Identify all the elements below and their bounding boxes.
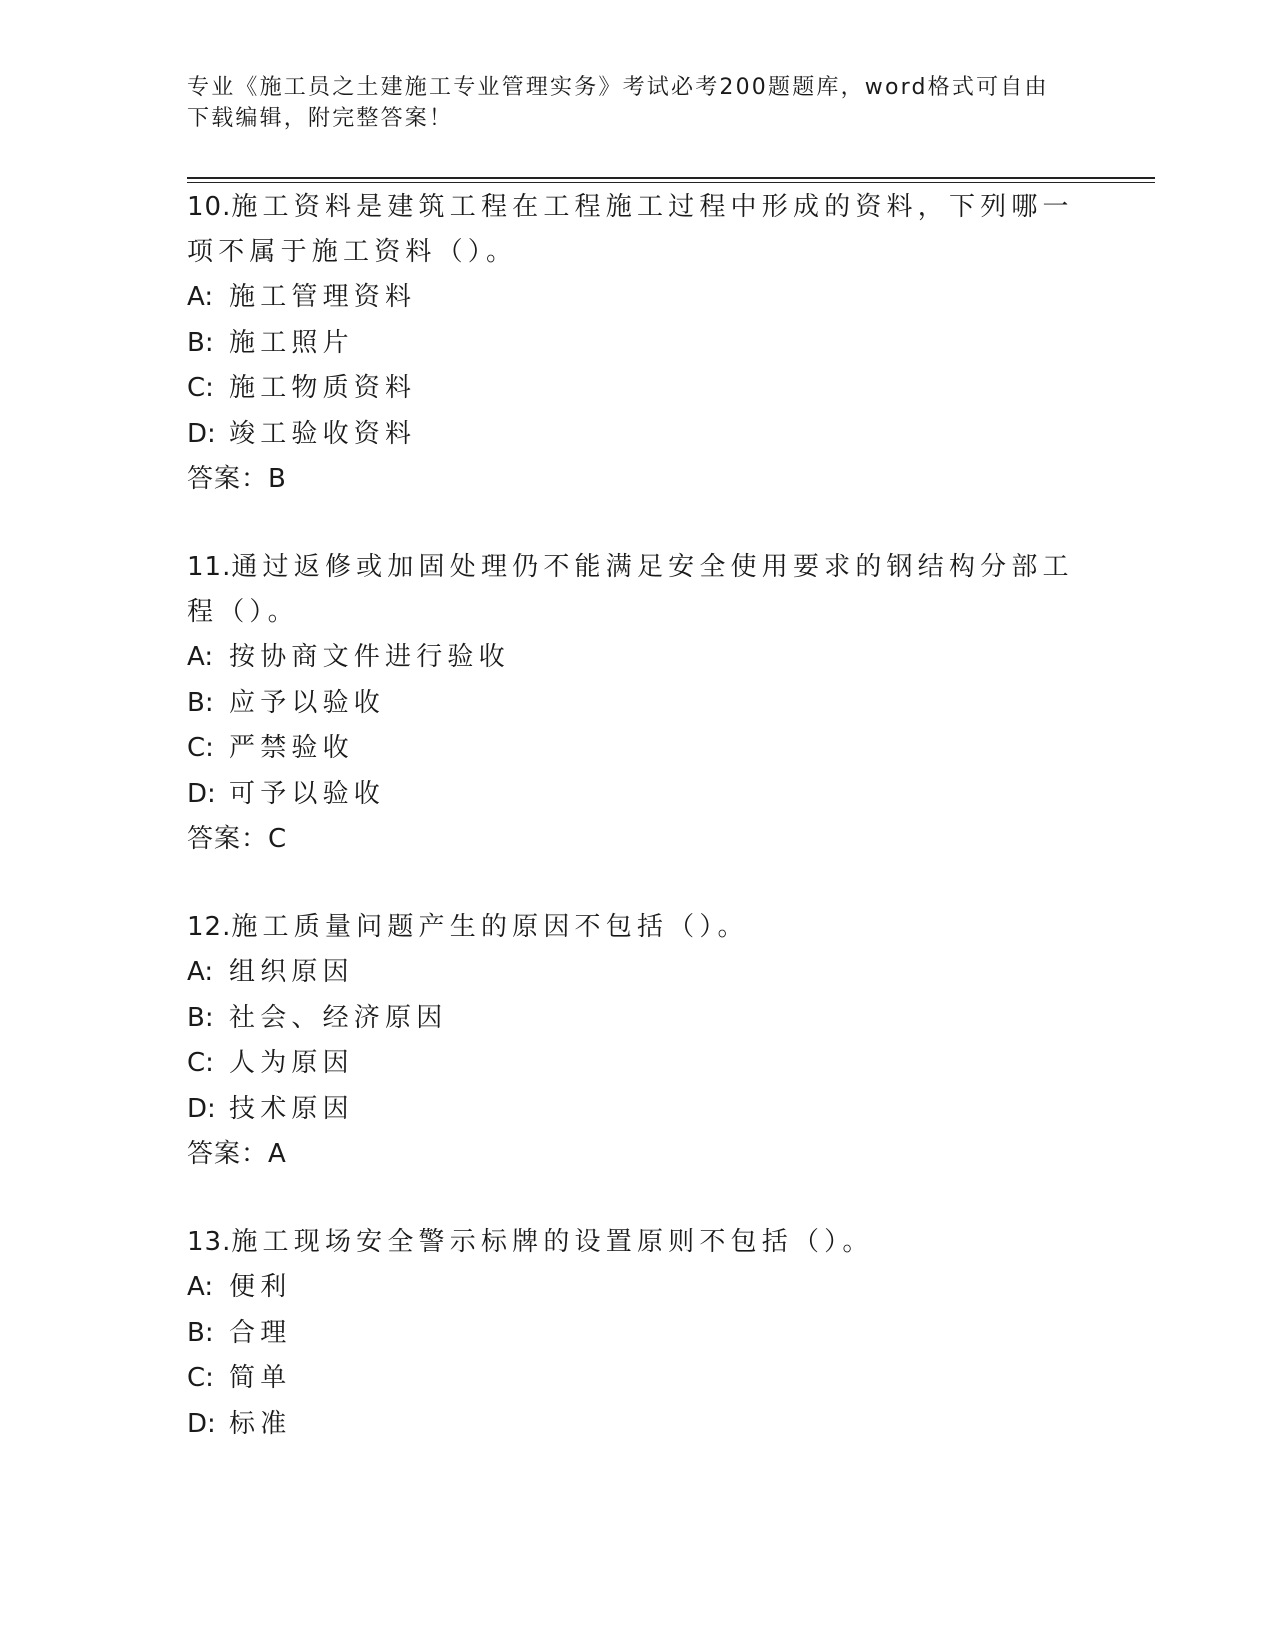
option-c	[187, 1041, 1087, 1087]
question-10	[187, 185, 1087, 502]
option-c	[187, 366, 1087, 412]
question-number: 10.	[187, 192, 232, 222]
question-12	[187, 905, 1087, 1177]
question-stem: 施工质量问题产生的原因不包括（）。	[231, 912, 749, 942]
header-divider-thin	[187, 182, 1155, 183]
option-c	[187, 1356, 1087, 1402]
question-number: 11.	[187, 552, 232, 582]
option-a	[187, 1265, 1087, 1311]
answer-value: C	[268, 824, 288, 854]
option-text: 人为原因	[229, 1048, 354, 1078]
option-text: 施工管理资料	[229, 282, 417, 312]
option-letter: D:	[187, 418, 216, 449]
option-text: 应予以验收	[229, 687, 386, 718]
option-b	[187, 321, 1087, 367]
option-letter: B:	[187, 327, 214, 358]
option-text: 可予以验收	[229, 778, 386, 809]
option-d	[187, 772, 1087, 818]
answer-label: 答案：	[187, 824, 269, 854]
question-stem: 施工资料是建筑工程在工程施工过程中形成的资料，下列哪一项不属于施工资料（）。	[187, 192, 1074, 267]
answer-value: B	[268, 464, 287, 494]
option-text: 施工照片	[229, 327, 354, 358]
option-letter: B:	[187, 687, 214, 718]
option-b	[187, 1311, 1087, 1357]
document-header: 专业《施工员之土建施工专业管理实务》考试必考200题题库，word格式可自由下载编辑，附完整答案！	[187, 75, 1049, 131]
question-text	[187, 905, 1087, 950]
option-letter: C:	[187, 1363, 214, 1393]
question-number: 13.	[187, 1227, 232, 1257]
option-d	[187, 1402, 1087, 1448]
question-text	[187, 545, 1087, 635]
answer-value: A	[268, 1139, 287, 1169]
option-letter: A:	[187, 642, 214, 672]
answer-label: 答案：	[187, 464, 269, 494]
option-letter: C:	[187, 733, 214, 763]
option-b	[187, 996, 1087, 1042]
option-letter: C:	[187, 373, 214, 403]
option-text: 组织原因	[229, 957, 354, 987]
question-stem: 通过返修或加固处理仍不能满足安全使用要求的钢结构分部工程（）。	[187, 552, 1074, 627]
option-letter: B:	[187, 1002, 214, 1033]
answer-line	[187, 1132, 1087, 1177]
option-c	[187, 726, 1087, 772]
header-divider-thick	[187, 177, 1155, 179]
option-a	[187, 950, 1087, 996]
option-text: 竣工验收资料	[229, 418, 417, 449]
option-a	[187, 275, 1087, 321]
option-d	[187, 412, 1087, 458]
option-text: 社会、经济原因	[229, 1002, 448, 1033]
option-text: 简单	[229, 1363, 292, 1393]
option-letter: B:	[187, 1317, 214, 1348]
option-d	[187, 1087, 1087, 1133]
option-letter: A:	[187, 957, 214, 987]
option-text: 标准	[229, 1408, 292, 1439]
option-text: 施工物质资料	[229, 373, 417, 403]
option-text: 合理	[229, 1317, 292, 1348]
question-text	[187, 185, 1087, 275]
option-text: 严禁验收	[229, 733, 354, 763]
answer-line	[187, 457, 1087, 502]
option-text: 便利	[229, 1272, 292, 1302]
answer-label: 答案：	[187, 1139, 269, 1169]
option-a	[187, 635, 1087, 681]
answer-line	[187, 817, 1087, 862]
option-b	[187, 681, 1087, 727]
option-letter: A:	[187, 282, 214, 312]
option-letter: D:	[187, 778, 216, 809]
option-text: 按协商文件进行验收	[229, 642, 510, 672]
option-letter: A:	[187, 1272, 214, 1302]
question-11	[187, 545, 1087, 862]
option-letter: C:	[187, 1048, 214, 1078]
question-stem: 施工现场安全警示标牌的设置原则不包括（）。	[231, 1227, 874, 1257]
option-text: 技术原因	[229, 1093, 354, 1124]
option-letter: D:	[187, 1093, 216, 1124]
question-text	[187, 1220, 1087, 1265]
option-letter: D:	[187, 1408, 216, 1439]
question-number: 12.	[187, 912, 232, 942]
question-13	[187, 1220, 1087, 1447]
